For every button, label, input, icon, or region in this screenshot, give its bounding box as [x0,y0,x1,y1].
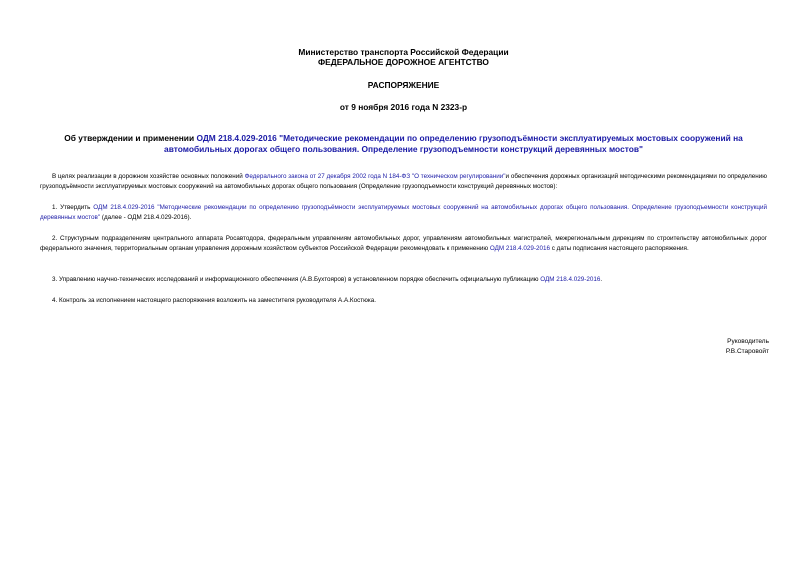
item-2-text-end: с даты подписания настоящего распоряжения. [550,244,689,252]
item-3-text-end: . [600,276,603,283]
agency-name: ФЕДЕРАЛЬНОЕ ДОРОЖНОЕ АГЕНТСТВО [318,57,489,67]
item-2-odm-link[interactable]: ОДМ 218.4.029-2016 [489,244,551,252]
signature-role: Руководитель [727,338,769,345]
document-type: РАСПОРЯЖЕНИЕ [367,80,440,90]
item-2-text-start: 2. Структурным подразделениям центрального аппарата Росавтодора, федеральным управлениям автомобильных дорог, управлениям автомобильных магистралей, межрегиональным дирекциям по строительству автомобильных дорог федерального значения, территориальным органам управления дорожным хозяйством субъектов Российской Федерации рекомендовать к применению [40,235,767,252]
item-1-odm-link[interactable]: ОДМ 218.4.029-2016 "Методические рекомендации по определению грузоподъёмности эксплуатируемых мостовых сооружений на автомобильных дорогах общего пользования. Определение грузоподъемности конструкций деревянных мостов" [40,204,767,221]
item-1-text-start: 1. Утвердить [52,204,94,211]
item-3-odm-link[interactable]: ОДМ 218.4.029-2016 [540,276,601,283]
preamble-text-start: В целях реализации в дорожном хозяйстве основных положений [52,173,245,180]
signature-name: Р.В.Старовойт [725,348,769,355]
document-title [40,133,767,155]
federal-law-link[interactable]: Федерального закона от 27 декабря 2002 года N 184-ФЗ "О техническом регулировании" [244,173,506,180]
title-prefix: Об утверждении и применении [64,133,197,143]
paragraph-item-2 [40,234,767,253]
preamble-text-end: и обеспечения дорожных организаций методическими рекомендациями по определению грузоподъёмности эксплуатируемых мостовых сооружений на автомобильных дорогах общего пользования (Определение грузоподъемности конструкций деревянных мостов): [40,173,767,190]
paragraph-preamble [40,172,767,191]
item-4-text: 4. Контроль за исполнением настоящего распоряжения возложить на заместителя руководителя А.А.Костюка. [52,297,376,304]
paragraph-item-1 [40,203,767,222]
document-date-number: от 9 ноября 2016 года N 2323-р [339,102,468,112]
item-3-text-start: 3. Управлению научно-технических исследований и информационного обеспечения (А.В.Бухтояров) в установленном порядке обеспечить официальную публикацию [52,276,541,283]
title-odm-link[interactable]: ОДМ 218.4.029-2016 "Методические рекомендации по определению грузоподъёмности эксплуатируемых мостовых сооружений на автомобильных дорогах общего пользования. Определение грузоподъемности конструкций деревянных мостов" [164,133,743,154]
paragraph-item-4 [40,296,767,306]
paragraph-item-3 [40,275,767,285]
item-1-text-end: (далее - ОДМ 218.4.029-2016). [100,213,192,221]
ministry-name: Министерство транспорта Российской Федерации [298,47,509,57]
